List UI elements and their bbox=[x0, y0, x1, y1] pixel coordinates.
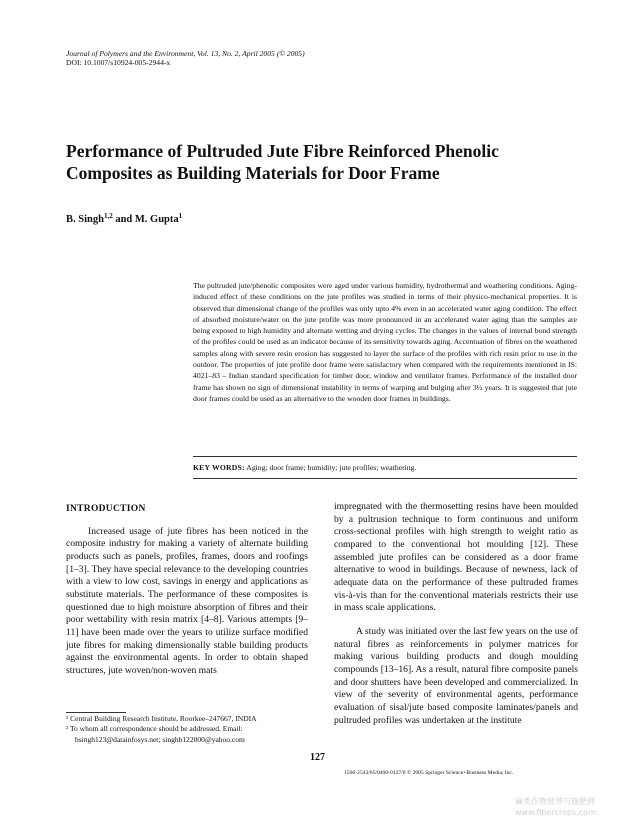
intro-paragraph-1: Increased usage of jute fibres has been noticed in the composite industry for making a variety of alternate building products such as panels, profiles, frames, doors and roofings [1–3]. They have special relevance to the developing countries with a view to low cost, savings in energy and applications as substitute materials. The performance of these composites is questioned due to high moisture absorption of fibres and their poor wettability with resin matrix [4–8]. Various attempts [9–11] have been made over the years to utilize surface modified jute fibres for making dimensionally stable building products against the environmental agents. In order to obtain shaped structures, jute woven/non-woven mats bbox=[66, 525, 308, 676]
author-2: M. Gupta bbox=[134, 214, 179, 225]
title-line-1: Performance of Pultruded Jute Fibre Reinforced Phenolic bbox=[66, 141, 499, 161]
right-column bbox=[334, 501, 578, 727]
keywords-bottom-rule bbox=[193, 478, 577, 479]
author-list bbox=[66, 212, 182, 225]
paper-title bbox=[66, 140, 586, 184]
page-number: 127 bbox=[310, 752, 325, 763]
copyright-line: 1566-2543/05/0400-0127/0 © 2005 Springer Science+Business Media, Inc. bbox=[344, 770, 514, 776]
journal-header bbox=[66, 49, 486, 67]
intro-paragraph-2: A study was initiated over the last few years on the use of natural fibres as reinforcements in polymer matrices for making various building products and dough moulding compounds [13–16]. As a result, natural fibre composite panels and door shutters have been developed and commercialized. In view of the severity of environmental agents, performance evaluation of sisal/jute based composite laminates/panels and pultruded profiles was undertaken at the institute bbox=[334, 625, 578, 726]
abstract: The pultruded jute/phenolic composites were aged under various humidity, hydrothermal and weathering conditions. Aging-induced effect of these conditions on the jute profiles was studied in terms of their physico-mechanical properties. It is observed that dimensional change of the profiles was only upto 4% even in an accelerated water aging condition. The effect of absorbed moisture/water on the jute profile was more pronounced in an accelerated water aging than the samples are being exposed to high humidity and alternate wetting and drying cycles. The changes in the values of internal bond strength of the profiles could be used as an indicator because of its sensitivity towards aging. Accentuation of fibres on the weathered samples along with severe resin erosion has suggested to layer the surface of the profiles with rich resin prior to use in the outdoor. The properties of jute profile door frame were satisfactory when compared with the requirements mentioned in IS: 4021–83 – Indian standard specification for timber door, window and ventilator frames. Performance of the installed door frame has shown no sign of dimensional instability in terms of warping and bulging after 3½ years. It is suggested that jute door frames could be used as an alternative to the wooden door frames in buildings. bbox=[193, 281, 577, 403]
keywords-label: KEY WORDS: bbox=[193, 463, 245, 472]
author-2-affiliation: 1 bbox=[178, 212, 183, 220]
author-1: B. Singh bbox=[66, 214, 104, 225]
keywords-top-rule bbox=[193, 456, 577, 457]
footnote-2: ² To whom all correspondence should be addressed. Email: bbox=[66, 724, 243, 734]
left-column bbox=[66, 503, 308, 678]
watermark-url: www.fibercrops.com bbox=[515, 808, 596, 817]
keywords bbox=[193, 463, 577, 472]
paragraph-gap bbox=[334, 615, 578, 626]
footnote-1: ¹ Central Building Research Institute, Roorkee–247667, INDIA bbox=[66, 714, 257, 723]
footnote-2-email: bsingh123@datainfosys.net; singhb122000@yahoo.com bbox=[75, 734, 245, 744]
keywords-text: Aging; door frame; humidity; jute profiles; weathering. bbox=[244, 463, 417, 472]
journal-citation: Journal of Polymers and the Environment, Vol. 13, No. 2, April 2005 (© 2005) bbox=[66, 49, 305, 58]
doi-line: DOI: 10.1007/s10924-005-2944-x bbox=[66, 58, 171, 67]
watermark-title: 麻类作物营养与施肥网 bbox=[515, 797, 595, 806]
watermark bbox=[515, 796, 635, 818]
footnotes bbox=[66, 714, 308, 745]
introduction-heading: INTRODUCTION bbox=[66, 504, 146, 514]
intro-paragraph-1-continued: impregnated with the thermosetting resins have been moulded by a pultrusion technique to form continuous and uniform cross-sectional profiles with high strength to weight ratio as compared to the conventional hot moulding [12]. These assembled jute profiles can be considered as a door frame alternative to wood in buildings. Because of newness, lack of adequate data on the performance of these pultruded frames vis-à-vis than for the conventional materials restricts their use in mass scale applications. bbox=[334, 501, 578, 614]
title-line-2: Composites as Building Materials for Door Frame bbox=[66, 163, 440, 183]
author-conjunction: and bbox=[112, 214, 135, 225]
footnote-rule bbox=[66, 712, 126, 713]
author-1-affiliation: 1,2 bbox=[103, 212, 113, 220]
